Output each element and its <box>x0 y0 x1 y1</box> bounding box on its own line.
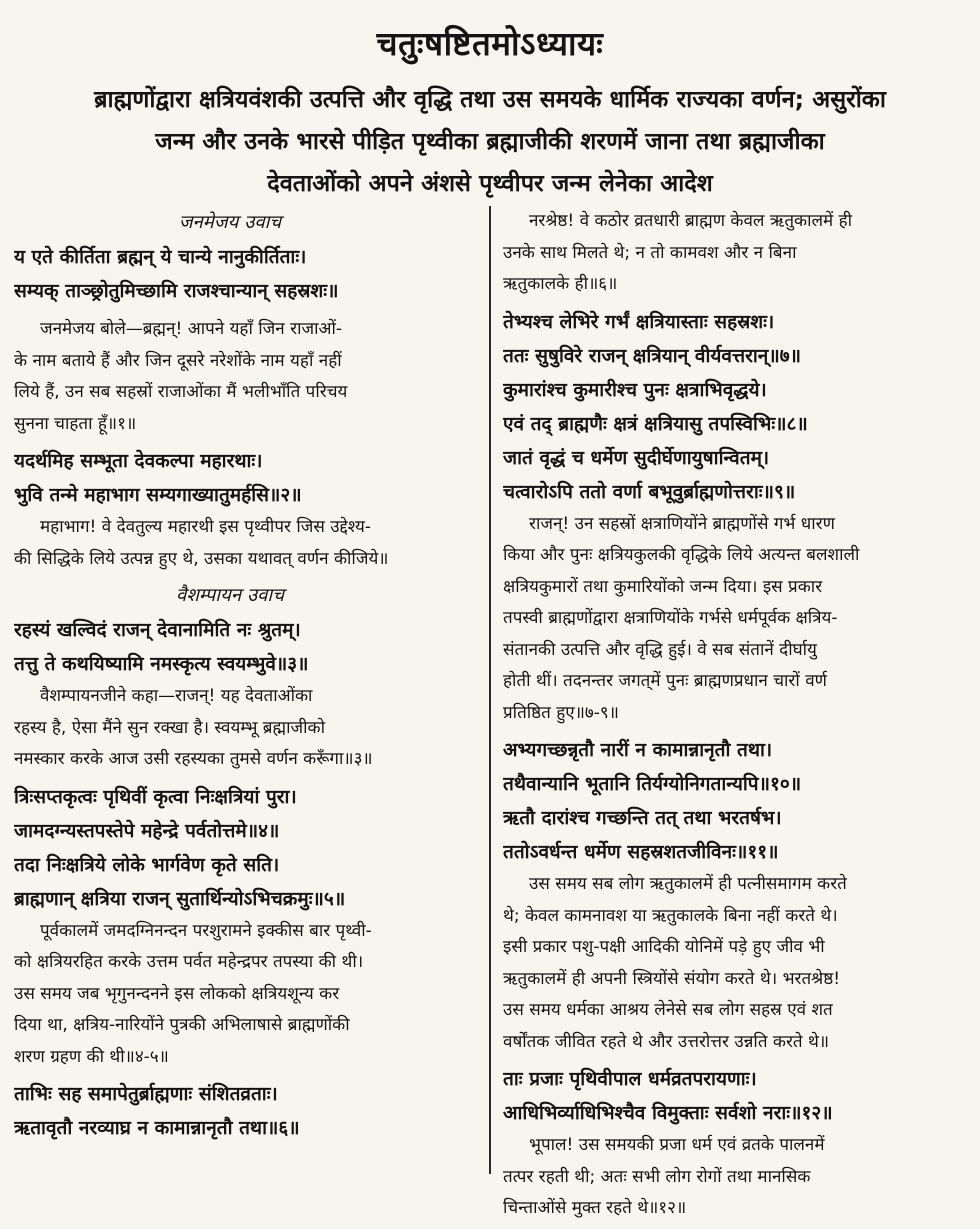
translation-line: चिन्ताओंसे मुक्त रहते थे॥१२॥ <box>503 1198 687 1218</box>
translation-paragraph <box>503 206 965 301</box>
translation-line: किया और पुनः क्षत्रियकुलकी वृद्धिके लिये अत्यन्त बलशाली <box>503 545 860 565</box>
translation-paragraph <box>503 869 965 1058</box>
sanskrit-verse-line: ततोऽवर्धन्त धर्मेण सहस्रशतजीविनः॥११॥ <box>503 841 779 863</box>
translation-line: उस समय सब लोग ऋतुकालमें ही पत्नीसमागम करते <box>529 874 847 894</box>
sanskrit-verse-line: ब्राह्मणान् क्षत्रिया राजन् सुतार्थिन्योऽभिचक्रमुः॥५॥ <box>14 887 346 910</box>
translation-line: ऋतुकालमें ही अपनी स्त्रियोंसे संयोग करते थे। भरतश्रेष्ठ! <box>503 968 841 989</box>
sanskrit-verse-line: कुमारांश्च कुमारीश्च पुनः क्षत्राभिवृद्धये। <box>503 378 767 401</box>
translation-line: दिया था, क्षत्रिय-नारियोंने पुत्रकी अभिलाषासे ब्राह्मणोंकी <box>14 1015 350 1035</box>
sanskrit-verse-line: तदा निःक्षत्रिये लोके भार्गवेण कृते सति। <box>14 853 280 876</box>
translation-paragraph <box>14 681 476 776</box>
translation-line: संतानकी उत्पत्ति और वृद्धि हुई। वे सब संतानें दीर्घायु <box>503 639 817 660</box>
translation-paragraph <box>14 314 476 440</box>
sanskrit-verse-line: ततः सुषुविरे राजन् क्षत्रियान् वीर्यवत्तरान्॥७॥ <box>503 344 801 367</box>
sanskrit-verse-line: जातं वृद्धं च धर्मेण सुदीर्घेणायुषान्वितम्। <box>503 446 770 469</box>
sanskrit-verse-line: जामदग्न्यस्तपस्तेपे महेन्द्रे पर्वतोत्तमे॥४॥ <box>14 819 280 842</box>
translation-line: लिये हैं, उन सब सहस्रों राजाओंका मैं भलीभाँति परिचय <box>14 382 348 402</box>
translation-line: रहस्य है, ऐसा मैंने सुन रक्खा है। स्वयम्भू ब्रह्माजीको <box>14 717 326 738</box>
sanskrit-verse-line: आधिभिर्व्याधिभिश्चैव विमुक्ताः सर्वशो नराः॥१२॥ <box>503 1102 833 1124</box>
sanskrit-verse-line: तथैवान्यानि भूतानि तिर्यग्योनिगतान्यपि॥१०॥ <box>503 773 802 795</box>
translation-line: उस समय जब भृगुनन्दनने इस लोकको क्षत्रियशून्य कर <box>14 983 340 1004</box>
translation-line: भूपाल! उस समयकी प्रजा धर्म एवं व्रतके पालनमें <box>529 1135 825 1155</box>
sanskrit-verse-line: चत्वारोऽपि ततो वर्णा बभूवुर्ब्राह्मणोत्तराः॥९॥ <box>503 480 796 503</box>
sanskrit-verse-line: ताः प्रजाः पृथिवीपाल धर्मव्रतपरायणाः। <box>503 1068 757 1090</box>
left-column <box>14 206 476 1145</box>
sanskrit-verse-line: एवं तद् ब्राह्मणैः क्षत्रं क्षत्रियासु तपस्विभिः॥८॥ <box>503 412 808 435</box>
chapter-summary <box>30 78 950 204</box>
translation-paragraph <box>14 916 476 1074</box>
sanskrit-verse-line: तेभ्यश्च लेभिरे गर्भं क्षत्रियास्ताः सहस्रशः। <box>503 310 775 333</box>
translation-line: उनके साथ मिलते थे; न तो कामवश और न बिना <box>503 242 797 263</box>
translation-line: वैशम्पायनजीने कहा—राजन्! यह देवताओंका <box>40 686 313 706</box>
summary-line: ब्राह्मणोंद्वारा क्षत्रियवंशकी उत्पत्ति और वृद्धि तथा उस समयके धार्मिक राज्यका वर्णन; असुरोंका <box>94 85 886 113</box>
sanskrit-verse-line: त्रिःसप्तकृत्वः पृथिवीं कृत्वा निःक्षत्रियां पुरा। <box>14 785 297 808</box>
chapter-title: चतुःषष्टितमोऽध्यायः <box>376 24 604 63</box>
translation-line: को क्षत्रियरहित करके उत्तम पर्वत महेन्द्रपर तपस्या की थी। <box>14 952 364 972</box>
translation-line: उस समय धर्मका आश्रय लेनेसे सब लोग सहस्र एवं शत <box>503 1000 833 1020</box>
translation-line: होती थीं। तदनन्तर जगत्‌में पुनः ब्राह्मणप्रधान चारों वर्ण <box>503 671 827 691</box>
sanskrit-verse-line: ताभिः सह समापेतुर्ब्राह्मणाः संशितव्रताः। <box>14 1083 278 1105</box>
sanskrit-verse-line: रहस्यं खल्विदं राजन् देवानामिति नः श्रुतम्। <box>14 619 301 641</box>
sanskrit-verse-line: य एते कीर्तिता ब्रह्मन् ये चान्ये नानुकीर्तिताः। <box>14 246 307 268</box>
translation-paragraph <box>503 1130 965 1225</box>
translation-paragraph <box>503 509 965 730</box>
translation-line: इसी प्रकार पशु-पक्षी आदिकी योनिमें पड़े हुए जीव भी <box>503 937 825 957</box>
translation-line: की सिद्धिके लिये उत्पन्न हुए थे, उसका यथावत् वर्णन कीजिये॥ <box>14 548 389 569</box>
column-divider <box>489 206 491 1174</box>
translation-line: थे; केवल कामनावश या ऋतुकालके बिना नहीं करते थे। <box>503 905 838 926</box>
sanskrit-verse-line: सम्यक् ताञ्छ्रोतुमिच्छामि राजश्चान्यान् सहस्रशः॥ <box>14 280 339 302</box>
translation-line: नमस्कार करके आज उसी रहस्यका तुमसे वर्णन करूँगा॥३॥ <box>14 749 373 769</box>
translation-line: राजन्! उन सहस्रों क्षत्राणियोंने ब्राह्मणोंसे गर्भ धारण <box>529 513 835 534</box>
translation-line: वर्षोंतक जीवित रहते थे और उत्तरोत्तर उन्नति करते थे॥ <box>503 1031 830 1052</box>
translation-line: नरश्रेष्ठ! वे कठोर व्रतधारी ब्राह्मण केवल ऋतुकालमें ही <box>529 211 852 231</box>
translation-line: जनमेजय बोले—ब्रह्मन्! आपने यहाँ जिन राजाओं- <box>40 319 343 339</box>
translation-line: तत्पर रहती थी; अतः सभी लोग रोगों तथा मानसिक <box>503 1166 811 1187</box>
sanskrit-verse-line: ऋतावृतौ नरव्याघ्र न कामान्नानृतौ तथा॥६॥ <box>14 1117 300 1139</box>
translation-line: क्षत्रियकुमारों तथा कुमारियोंको जन्म दिया। इस प्रकार <box>503 576 823 597</box>
sanskrit-verse-line: ऋतौ दारांश्च गच्छन्ति तत् तथा भरतर्षभ। <box>503 807 782 829</box>
sanskrit-verse-line: अभ्यगच्छन्नृतौ नारीं न कामान्नानृतौ तथा। <box>503 739 773 761</box>
translation-line: प्रतिष्ठित हुए॥७-९॥ <box>503 702 619 723</box>
sanskrit-verse-line: तत्तु ते कथयिष्यामि नमस्कृत्य स्वयम्भुवे॥३॥ <box>14 653 309 675</box>
speaker-heading: वैशम्पायन उवाच <box>176 585 284 606</box>
translation-line: शरण ग्रहण की थी॥४-५॥ <box>14 1046 169 1067</box>
translation-line: तपस्वी ब्राह्मणोंद्वारा क्षत्राणियोंके गर्भसे धर्मपूर्वक क्षत्रिय- <box>503 608 838 628</box>
summary-line: जन्म और उनके भारसे पीड़ित पृथ्वीका ब्रह्माजीकी शरणमें जाना तथा ब्रह्माजीका <box>155 127 825 155</box>
speaker-heading: जनमेजय उवाच <box>178 212 282 233</box>
sanskrit-verse-line: यदर्थमिह सम्भूता देवकल्पा महारथाः। <box>14 450 263 472</box>
sanskrit-verse-line: भुवि तन्मे महाभाग सम्यगाख्यातुमर्हसि॥२॥ <box>14 484 302 506</box>
right-column <box>503 206 965 1229</box>
translation-line: के नाम बताये हैं और जिन दूसरे नरेशोंके नाम यहाँ नहीं <box>14 350 342 371</box>
translation-line: महाभाग! वे देवतुल्य महारथी इस पृथ्वीपर जिस उद्देश्य- <box>40 517 372 537</box>
translation-paragraph <box>14 512 476 575</box>
translation-line: पूर्वकालमें जमदग्निनन्दन परशुरामने इक्कीस बार पृथ्वी- <box>40 920 372 941</box>
summary-line: देवताओंको अपने अंशसे पृथ्वीपर जन्म लेनेका आदेश <box>267 169 713 197</box>
translation-line: ऋतुकालके ही॥६॥ <box>503 274 618 294</box>
translation-line: सुनना चाहता हूँ॥१॥ <box>14 413 137 434</box>
